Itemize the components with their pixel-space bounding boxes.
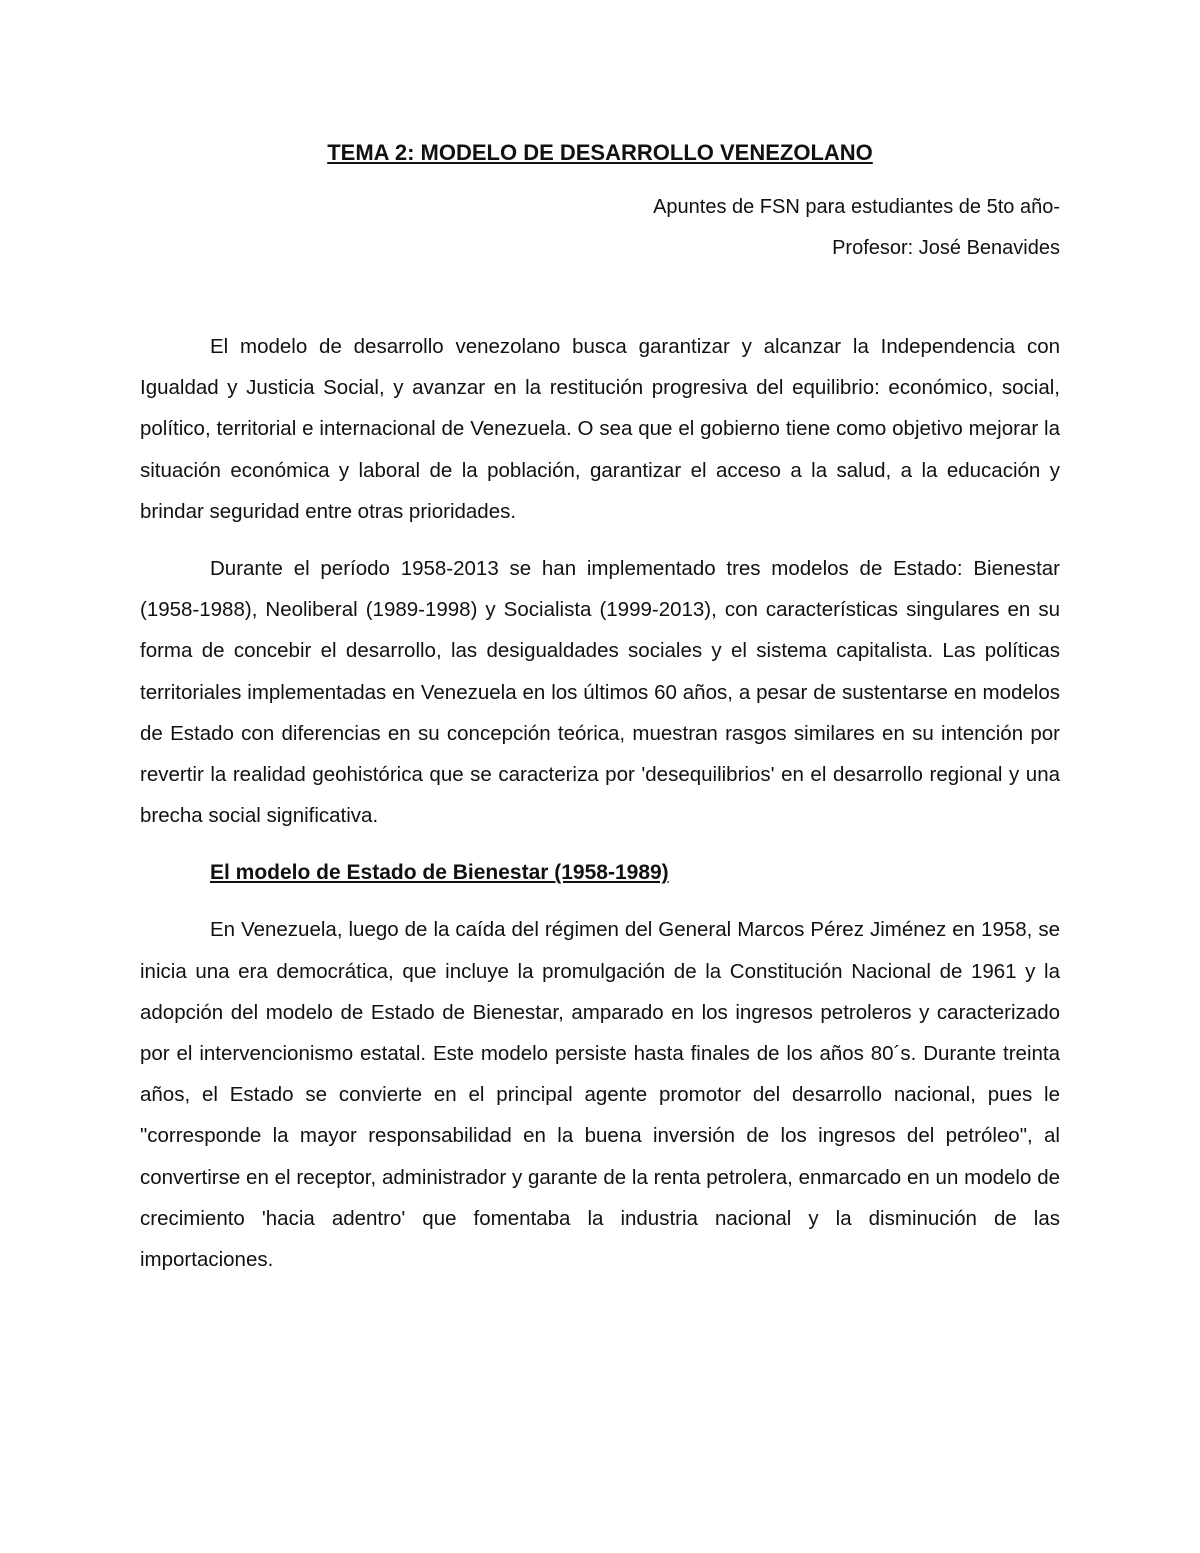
- document-subtitle: Apuntes de FSN para estudiantes de 5to año-: [653, 196, 1060, 218]
- document-content: [140, 135, 1060, 1280]
- paragraph-spacer: [140, 836, 1060, 852]
- paragraph-bienestar: En Venezuela, luego de la caída del régimen del General Marcos Pérez Jiménez en 1958, se inicia una era democrática, que incluye la promulgación de la Constitución Nacional de 1961 y la adopción del modelo de Estado de Bienestar, amparado en los ingresos petroleros y caracterizado por el intervencionismo estatal. Este modelo persiste hasta finales de los años 80´s. Durante treinta años, el Estado se convierte en el principal agente promotor del desarrollo nacional, pues le "corresponde la mayor responsabilidad en la buena inversión de los ingresos del petróleo", al convertirse en el receptor, administrador y garante de la renta petrolera, enmarcado en un modelo de crecimiento 'hacia adentro' que fomentaba la industria nacional y la disminución de las importaciones.: [140, 918, 1060, 1272]
- document-author: Profesor: José Benavides: [832, 237, 1060, 259]
- paragraph-spacer: [140, 532, 1060, 548]
- section-heading-bienestar: El modelo de Estado de Bienestar (1958-1989): [210, 861, 669, 885]
- paragraph-intro: El modelo de desarrollo venezolano busca garantizar y alcanzar la Independencia con Igualdad y Justicia Social, y avanzar en la restitución progresiva del equilibrio: económico, social, político, territorial e internacional de Venezuela. O sea que el gobierno tiene como objetivo mejorar la situación económica y laboral de la población, garantizar el acceso a la salud, a la educación y brindar seguridad entre otras prioridades.: [140, 335, 1060, 523]
- document-meta: [140, 187, 1060, 269]
- document-title: TEMA 2: MODELO DE DESARROLLO VENEZOLANO: [327, 140, 873, 165]
- paragraph-state-models: Durante el período 1958-2013 se han implementado tres modelos de Estado: Bienestar (1958-1988), Neoliberal (1989-1998) y Socialista (1999-2013), con características singulares en su forma de concebir el desarrollo, las desigualdades sociales y el sistema capitalista. Las políticas territoriales implementadas en Venezuela en los últimos 60 años, a pesar de sustentarse en modelos de Estado con diferencias en su concepción teórica, muestran rasgos similares en su intención por revertir la realidad geohistórica que se caracteriza por 'desequilibrios' en el desarrollo regional y una brecha social significativa.: [140, 557, 1060, 828]
